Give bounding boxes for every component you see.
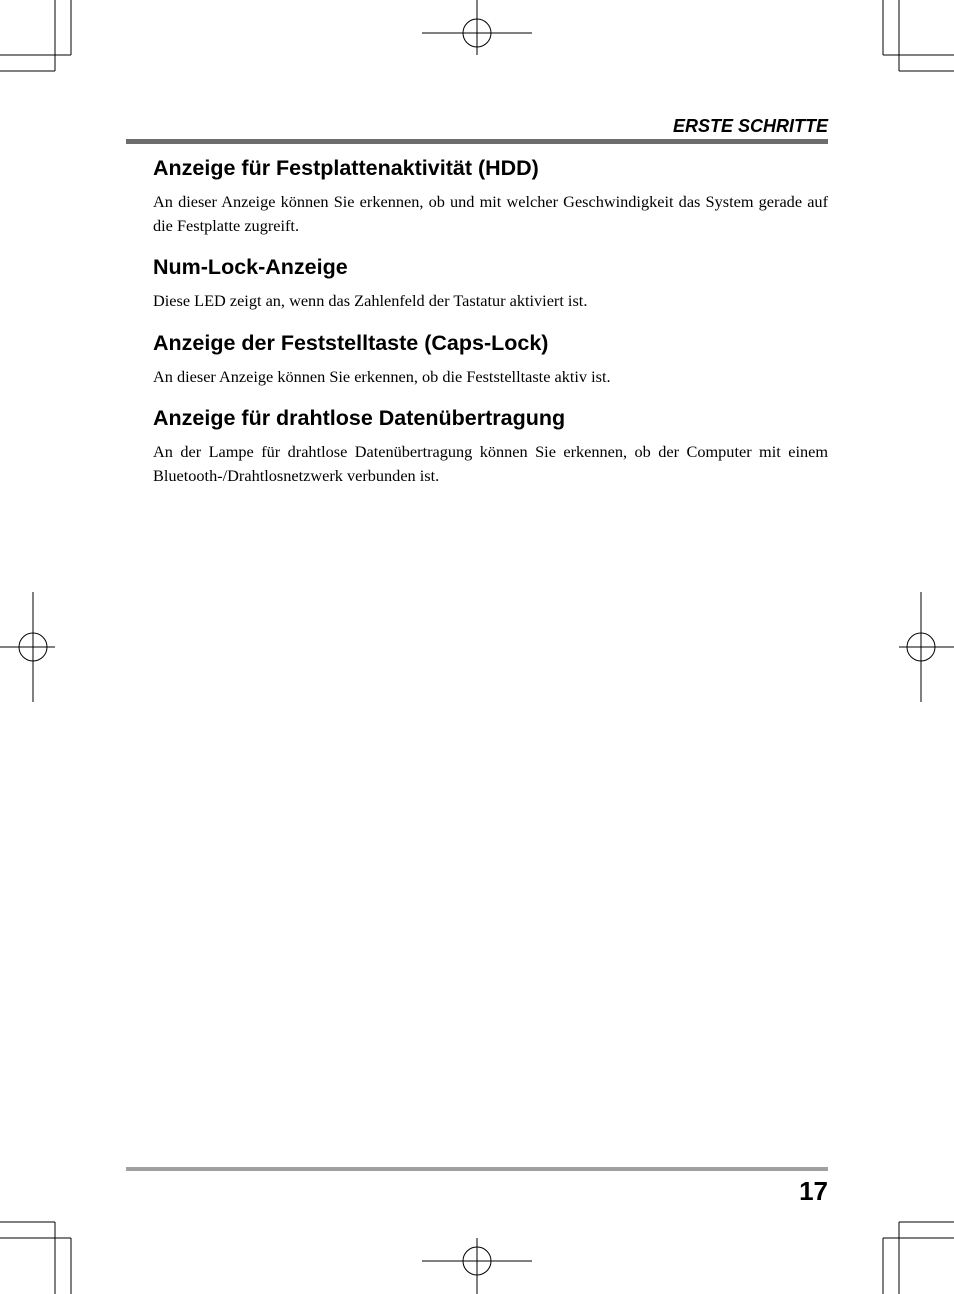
- page-number: 17: [799, 1176, 828, 1206]
- section-body: An dieser Anzeige können Sie erkennen, ob und mit welcher Geschwindigkeit das System gerade auf die Festplatte zugreift.: [153, 192, 828, 235]
- header-rule: [126, 139, 828, 144]
- chapter-header: ERSTE SCHRITTE: [672, 116, 828, 136]
- section-hdd-indicator: [153, 154, 828, 237]
- section-heading: Anzeige der Feststelltaste (Caps-Lock): [153, 330, 549, 355]
- registration-mark-top: [422, 0, 532, 55]
- section-caps-lock: [153, 329, 828, 389]
- registration-mark-bottom: [422, 1238, 532, 1294]
- section-body: An der Lampe für drahtlose Datenübertragung können Sie erkennen, ob der Computer mit einem Bluetooth-/Drahtlosnetzwerk verbunden ist.: [153, 442, 828, 485]
- crop-mark-bottom-left: [0, 1222, 71, 1294]
- section-heading: Anzeige für drahtlose Datenübertragung: [153, 406, 566, 430]
- crop-mark-top-right: [883, 0, 954, 71]
- crop-mark-bottom-right: [883, 1222, 954, 1294]
- section-heading: Num-Lock-Anzeige: [153, 255, 348, 279]
- section-wireless: [153, 404, 828, 487]
- registration-mark-right: [899, 592, 954, 702]
- footer-rule: [126, 1167, 828, 1171]
- section-body: Diese LED zeigt an, wenn das Zahlenfeld der Tastatur aktiviert ist.: [153, 291, 588, 310]
- section-heading: Anzeige für Festplattenaktivität (HDD): [153, 156, 539, 180]
- registration-mark-left: [0, 592, 55, 702]
- page-content: [153, 154, 828, 503]
- section-body: An dieser Anzeige können Sie erkennen, ob die Feststelltaste aktiv ist.: [153, 366, 611, 386]
- section-num-lock: [153, 253, 828, 313]
- crop-mark-top-left: [0, 0, 71, 71]
